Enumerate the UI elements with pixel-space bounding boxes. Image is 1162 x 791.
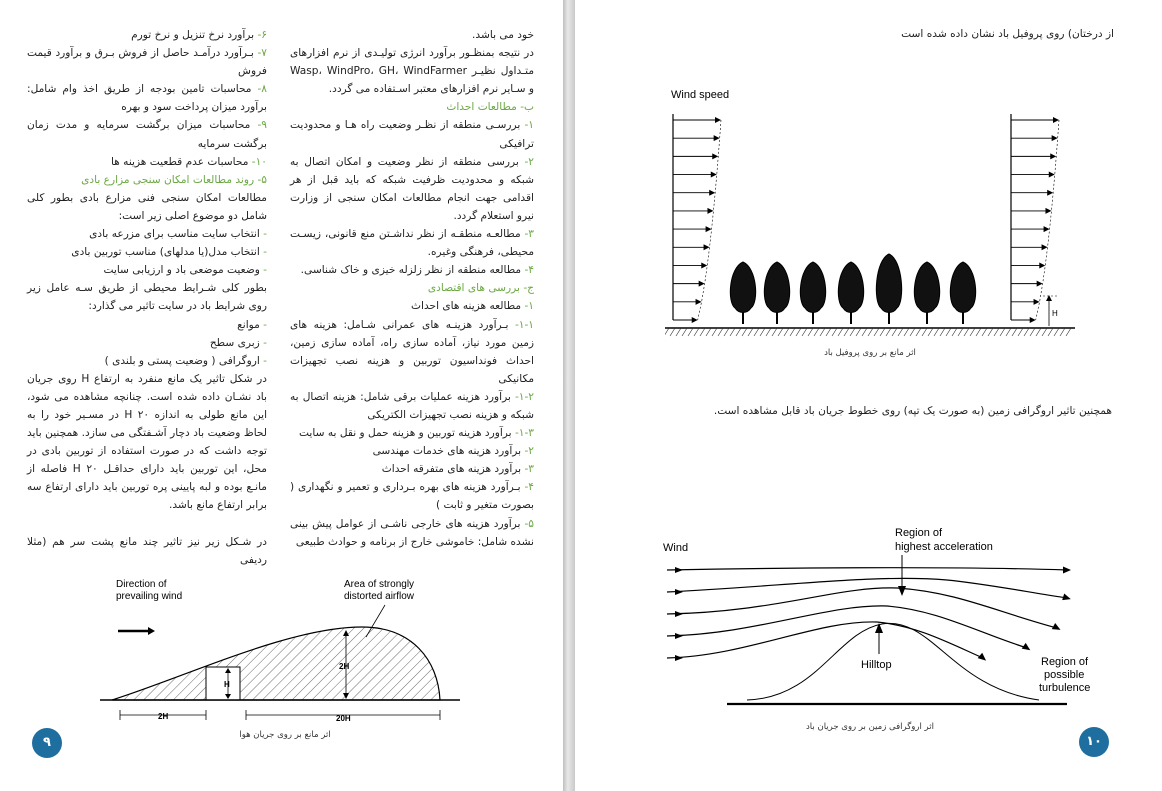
wind-direction-arrow <box>118 627 155 635</box>
streamline <box>667 578 1067 598</box>
paragraph <box>290 44 534 98</box>
acceleration-label-1: Region of <box>895 527 943 539</box>
list-item <box>290 153 534 225</box>
list-item <box>290 460 534 478</box>
item-number: ۶- <box>257 29 267 41</box>
hill-airflow-figure <box>647 520 1107 720</box>
ground-hatch <box>665 328 1071 336</box>
streamline-arrowhead <box>675 611 683 617</box>
streamline-arrowhead <box>675 633 683 639</box>
wind-profile-arrows-left <box>673 114 721 323</box>
wind-profile-arrows-right <box>1011 114 1059 323</box>
item-text: بررسـی منطقه از نظـر وضعیت راه هـا و محدودیت ترافیکی <box>290 119 534 150</box>
list-item <box>290 261 534 279</box>
tree-icon <box>730 262 755 324</box>
hilltop-pointer <box>875 623 883 654</box>
tree-icon <box>876 254 901 324</box>
list-item <box>27 261 267 279</box>
item-text: مطالعـه منطقـه از نظر نداشـتن منع قانونی، زیسـت محیطی، فرهنگی وغیره. <box>290 228 534 259</box>
item-text: بـرآورد هزینه های بهره بـرداری و تعمیر و نگهداری ( بصورت متغیر و ثابت ) <box>290 481 534 512</box>
arrowhead <box>692 317 698 323</box>
paragraph <box>27 189 267 225</box>
item-text: انتخاب سایت مناسب برای مزرعه بادی <box>89 228 264 241</box>
arrowhead <box>1034 299 1040 305</box>
paragraph <box>27 279 267 315</box>
direction-label-2: prevailing wind <box>116 591 183 602</box>
arrowhead <box>1045 208 1051 214</box>
item-text: مطالعه هزینه های احداث <box>411 300 525 313</box>
list-item <box>27 116 267 152</box>
arrowhead <box>696 299 702 305</box>
item-number: ۱-۱- <box>514 318 534 331</box>
item-text: برآورد هزینه عملیات برقی شامل: هزینه اتصال به شبکه و هزینه نصب تجهیزات الکتریکی <box>290 390 534 421</box>
direction-label-1: Direction of <box>116 579 167 590</box>
list-item <box>290 442 534 460</box>
arrowhead <box>1049 172 1055 178</box>
list-item <box>27 352 267 370</box>
item-number: ۴- <box>524 264 534 277</box>
arrowhead <box>1053 117 1059 123</box>
arrowhead <box>699 281 705 287</box>
profile-curve <box>1036 120 1059 320</box>
item-text: محاسبات میزان برگشت سرمایه و مدت زمان برگشت سرمایه <box>27 119 267 150</box>
tree-row <box>730 254 975 324</box>
streamline <box>667 568 1067 570</box>
left-page-text-column-right <box>290 26 534 551</box>
tree-h-label: H <box>1052 309 1058 318</box>
list-item <box>290 316 534 388</box>
item-text: برآورد هزینه توربین و هزینه حمل و نقل به سایت <box>299 427 515 440</box>
figure-caption-hill: اثر اروگرافی زمین بر روی جریان باد <box>806 722 934 732</box>
list-item <box>290 515 534 551</box>
tree-icon <box>838 262 863 324</box>
item-number: ۱-۲- <box>514 390 534 403</box>
h-label: H <box>224 680 230 689</box>
item-text: برآورد نرخ تنزیل و نرخ تورم <box>131 29 258 41</box>
left-page-text-column-left <box>27 26 267 569</box>
item-number: - <box>263 318 267 331</box>
item-number: ۵- <box>524 517 534 530</box>
obstacle-airflow-figure <box>100 565 460 730</box>
arrowhead <box>706 226 712 232</box>
arrowhead <box>707 208 713 214</box>
list-item <box>290 116 534 152</box>
item-number: ۲- <box>524 445 534 458</box>
arrowhead <box>1039 262 1045 268</box>
streamline <box>667 606 1027 648</box>
streamline <box>667 622 983 658</box>
item-text: برآورد هزینه های خدمات مهندسی <box>372 445 525 458</box>
tree-icon <box>764 262 789 324</box>
item-text: برآورد هزینه های خارجی ناشـی از عوامل پیش بینی نشده شامل: خاموشی خارج از برنامه و حوادث طبیعی <box>290 517 534 548</box>
item-text: مطالعه منطقه از نظر زلزله خیزی و خاک شناسی. <box>300 264 525 277</box>
list-item <box>27 80 267 116</box>
turbulence-label-2: possible <box>1044 669 1085 681</box>
arrowhead <box>709 190 715 196</box>
left-page <box>0 0 563 791</box>
arrowhead <box>1047 190 1053 196</box>
dim-2h-label: 2H <box>158 712 169 721</box>
list-item <box>27 316 267 334</box>
right-page-top-line: از درختان) روی پروفیل باد نشان داده شده است <box>901 28 1114 40</box>
arrowhead <box>711 172 717 178</box>
list-item <box>290 225 534 261</box>
arrowhead <box>1037 281 1043 287</box>
item-number: - <box>263 246 267 259</box>
hill-outline <box>747 623 1039 700</box>
item-text: بررسی منطقه از نظر وضعیت و امکان اتصال به شبکه و محدودیت ظرفیت شبکه که باید قبل از هر اقدامی جهت انجام مطالعات امکان سنجی از وزارت نیرو استعلام گردد. <box>290 155 534 222</box>
arrowhead <box>701 262 707 268</box>
turbulence-label-3: turbulence <box>1039 682 1091 694</box>
section-heading: ب- مطالعات احداث <box>446 101 534 114</box>
list-item <box>290 424 534 442</box>
item-text: محاسبات تامین بودجه از طریق اخذ وام شامل: برآورد میزان پرداخت سود و بهره <box>27 83 267 114</box>
area-label-2: distorted airflow <box>344 591 415 602</box>
item-text: موانع <box>237 318 264 331</box>
item-text: در شکل تاثیر یک مانع منفرد به ارتفاع H روی جریان باد نشـان داده شده است. چنانچه مشاهده می شود، این مانع طولی به اندازه ۲۰ H در مسـیر خود را به لحاظ وضعیت باد دچار آشـفتگی می سازد. همچنین باید توجه داشت که در صورت استفاده از توربین بادی در محل، این توربین باید دارای حداقـل ۲۰ H فاصله از مانـع بوده و لبه پایینی پره توربین باید دارای ارتفاع سه برابر ارتفاع مانع باشد. <box>27 372 268 512</box>
acceleration-pointer <box>898 555 906 596</box>
arrowhead <box>714 135 720 141</box>
item-text: وضعیت موضعی باد و ارزیابی سایت <box>103 264 264 277</box>
streamline-arrowhead <box>675 589 683 595</box>
list-item <box>290 297 534 315</box>
item-number: ۹- <box>257 119 267 132</box>
arrowhead <box>712 153 718 159</box>
list-item <box>290 478 534 514</box>
area-label-1: Area of strongly <box>344 579 415 590</box>
streamlines <box>667 567 1071 662</box>
item-text: مطالعات امکان سنجی فنی مزارع بادی بطور کلی شامل دو موضوع اصلی زیر است: <box>27 191 267 222</box>
streamline-arrowhead <box>1062 593 1071 600</box>
list-item <box>27 44 267 80</box>
tree-icon <box>800 262 825 324</box>
item-number: - <box>263 336 267 349</box>
turbulence-label-1: Region of <box>1041 656 1089 668</box>
list-item <box>290 388 534 424</box>
section-heading: ۵- روند مطالعات امکان سنجی مزارع بادی <box>81 173 267 186</box>
item-text: بطور کلی شـرایط محیطی از طریق سـه عامل زیر روی شرایط باد در سایت تاثیر می گذارد: <box>27 282 267 313</box>
section-heading: ج- بررسی های اقتصادی <box>427 282 534 295</box>
book-gutter <box>563 0 575 791</box>
right-page <box>575 0 1162 791</box>
item-number: ۱- <box>524 119 534 132</box>
item-text: محاسبات عدم قطعیت هزینه ها <box>110 155 252 168</box>
tree-icon <box>914 262 939 324</box>
streamline-arrowhead <box>1063 567 1071 574</box>
wind-profile-figure <box>665 84 1085 346</box>
2h-horizontal-dimension <box>120 710 206 721</box>
item-number: - <box>263 354 267 367</box>
item-text: زبری سطح <box>209 336 264 349</box>
item-number: ۴- <box>524 481 534 494</box>
item-text: برآورد هزینه های متفرقه احداث <box>381 463 525 476</box>
item-text: در شـکل زیر نیز تاثیر چند مانع پشت سر هم (مثلا ردیفی <box>27 535 267 566</box>
profile-curve <box>698 120 721 320</box>
item-number: - <box>263 228 267 241</box>
arrowhead <box>1052 135 1058 141</box>
item-text: بـرآورد هزینـه های عمرانی شـامل: هزینه های زمین مورد نیاز، آماده سازی راه، آماده سازی زمین، احداث فونداسیون توربین و هزینه نصب تجهیزات مکانیکی <box>290 318 534 385</box>
hilltop-label: Hilltop <box>861 659 892 671</box>
20h-horizontal-dimension <box>246 710 440 723</box>
figure-caption-wind-profile: اثر مانع بر روی پروفیل باد <box>824 348 916 358</box>
arrowhead <box>1042 244 1048 250</box>
item-number: ۳- <box>524 228 534 241</box>
obstacle-block <box>206 667 240 700</box>
item-number: ۲- <box>524 155 534 168</box>
arrowhead <box>1030 317 1036 323</box>
figure-caption-obstacle: اثر مانع بر روی جریان هوا <box>239 730 331 740</box>
item-number: ۱-۳- <box>514 427 534 440</box>
page-number-left: ۹ <box>32 728 62 758</box>
arrowhead <box>1044 226 1050 232</box>
item-number: ۱۰- <box>251 155 267 168</box>
2h-label: 2H <box>339 662 350 671</box>
arrowhead <box>1050 153 1056 159</box>
list-item <box>27 153 267 171</box>
paragraph <box>290 26 534 44</box>
dim-20h-label: 20H <box>336 714 351 723</box>
arrowhead <box>704 244 710 250</box>
list-item <box>27 26 267 44</box>
page-number-right: ۱۰ <box>1079 727 1109 757</box>
item-text: خود می باشد. <box>472 29 534 41</box>
item-text: بـرآورد درآمـد حاصل از فروش بـرق و برآورد قیمت فروش <box>27 47 267 78</box>
item-number: ۱- <box>524 300 534 313</box>
list-item <box>27 334 267 352</box>
item-text: انتخاب مدل(یا مدلهای) مناسب توربین بادی <box>71 246 264 259</box>
tree-icon <box>950 262 975 324</box>
right-page-mid-line: همچنین تاثیر اروگرافی زمین (به صورت یک تپه) روی خطوط جریان باد قابل مشاهده است. <box>713 405 1112 417</box>
paragraph-spacer <box>27 515 267 533</box>
streamline-arrowhead <box>675 655 683 661</box>
item-text: در نتیجه بمنظـور برآورد انرژی تولیـدی از نرم افزارهای متـداول نظیـر Wasp، WindPro، GH، WindFarmer و سـایر نرم افزارهای معتبر اسـتفاده می گردد. <box>290 47 534 96</box>
item-number: ۳- <box>524 463 534 476</box>
item-number: ۸- <box>257 83 267 96</box>
wind-speed-label: Wind speed <box>671 89 730 101</box>
tree-height-dimension <box>1043 295 1058 326</box>
item-number: ۷- <box>257 47 267 60</box>
list-item <box>27 225 267 243</box>
item-text: اروگرافی ( وضعیت پستی و بلندی ) <box>104 354 264 367</box>
list-item <box>27 243 267 261</box>
paragraph <box>27 370 267 515</box>
wind-label: Wind <box>663 542 689 554</box>
distorted-airflow-region <box>112 627 440 700</box>
streamline-arrowhead <box>978 653 986 661</box>
streamline-arrowhead <box>675 567 683 573</box>
paragraph <box>27 533 267 569</box>
item-number: - <box>263 264 267 277</box>
arrowhead <box>715 117 721 123</box>
acceleration-label-2: highest acceleration <box>895 541 993 553</box>
